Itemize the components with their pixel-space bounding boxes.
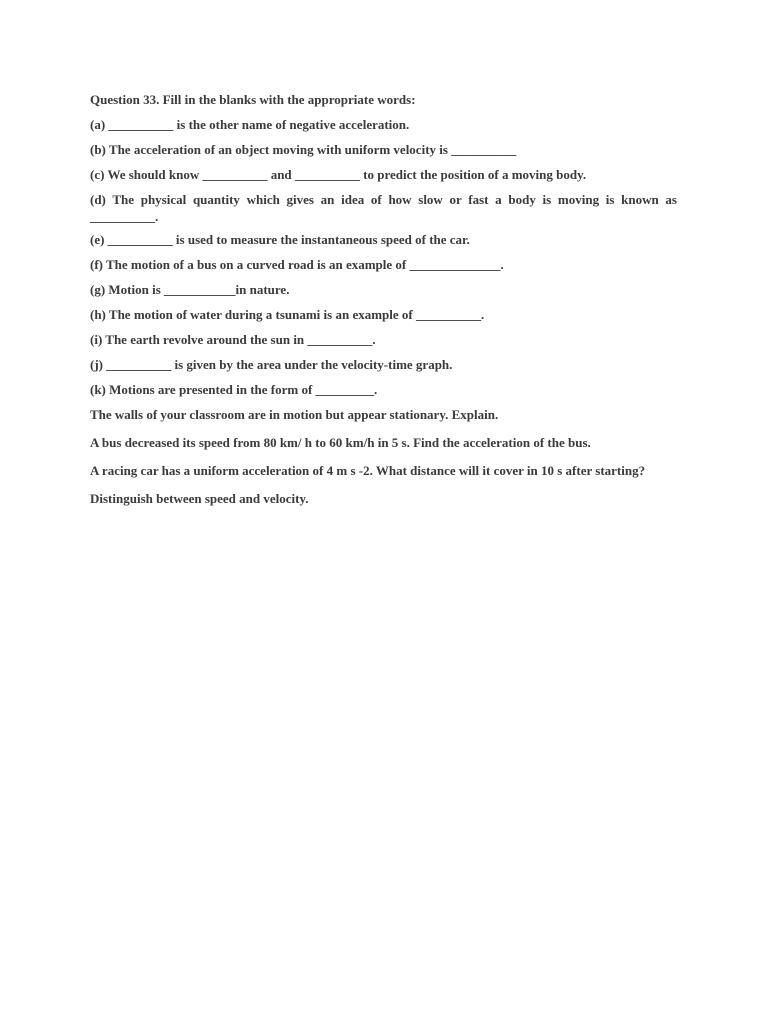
fill-blank-item-k: (k) Motions are presented in the form of _________.: [90, 382, 378, 397]
question-racing-car-distance: A racing car has a uniform acceleration of 4 m s -2. What distance will it cover in 10 s after starting?: [90, 463, 646, 478]
fill-blank-item-b: (b) The acceleration of an object moving with uniform velocity is __________: [90, 142, 517, 157]
fill-blank-item-g: (g) Motion is ___________in nature.: [90, 282, 290, 297]
question-speed-vs-velocity: Distinguish between speed and velocity.: [90, 491, 309, 506]
fill-blank-item-d: (d) The physical quantity which gives an idea of how slow or fast a body is moving is known as __________.: [90, 192, 677, 224]
question-33-heading: Question 33. Fill in the blanks with the appropriate words:: [90, 92, 416, 107]
worksheet-content: [90, 91, 677, 507]
fill-blank-item-f: (f) The motion of a bus on a curved road is an example of ______________.: [90, 257, 504, 272]
question-bus-acceleration: A bus decreased its speed from 80 km/ h to 60 km/h in 5 s. Find the acceleration of the bus.: [90, 435, 591, 450]
fill-blank-item-h: (h) The motion of water during a tsunami is an example of __________.: [90, 307, 485, 322]
fill-blank-item-c: (c) We should know __________ and __________ to predict the position of a moving body.: [90, 167, 587, 182]
fill-blank-item-e: (e) __________ is used to measure the instantaneous speed of the car.: [90, 232, 470, 247]
question-classroom-walls: The walls of your classroom are in motion but appear stationary. Explain.: [90, 407, 499, 422]
fill-blank-item-a: (a) __________ is the other name of negative acceleration.: [90, 117, 410, 132]
fill-blank-item-j: (j) __________ is given by the area under the velocity-time graph.: [90, 357, 453, 372]
fill-blank-item-i: (i) The earth revolve around the sun in __________.: [90, 332, 376, 347]
